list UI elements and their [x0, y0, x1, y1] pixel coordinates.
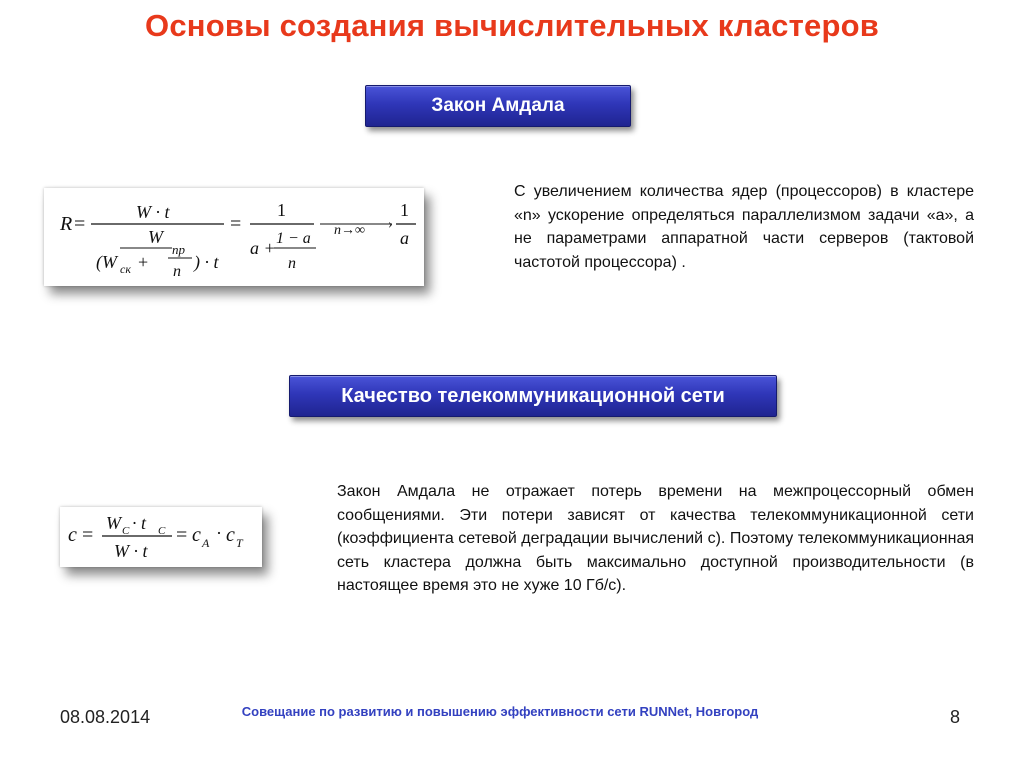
formula2-cT: c	[226, 524, 235, 546]
footer-event-title: Совещание по развитию и повышению эффективности сети RUNNet, Новгород	[241, 704, 759, 719]
formula2-cA: c	[192, 524, 201, 546]
formula-frac-n: n	[173, 263, 181, 280]
formula-c: c	[68, 524, 77, 546]
amdahl-law-banner: Закон Амдала	[365, 85, 631, 127]
formula2-eq-1: =	[82, 524, 94, 546]
formula-one: 1	[277, 200, 286, 220]
limit-arrow-icon: ›	[388, 217, 393, 232]
formula2-cT-sub: T	[236, 536, 243, 550]
formula-den-close: ) · t	[194, 252, 219, 272]
formula2-den: W · t	[114, 541, 148, 561]
network-description: Закон Амдала не отражает потерь времени на межпроцессорный обмен сообщениями. Эти потери зависят от качества телекоммуникационной сети (коэффициента сетевой деградации вычислений c). Поэтому телекоммуникационная сеть кластера должна быть максимально доступной производительности (в настоящее время это не хуже 10 Гб/с).	[337, 483, 974, 594]
network-quality-banner: Качество телекоммуникационной сети	[289, 375, 777, 417]
formula-eq-1: =	[74, 213, 86, 235]
amdahl-description: С увеличением количества ядер (процессоров) в кластере «n» ускорение определяться параллелизмом задачи «a», а не параметрами аппаратной части серверов (тактовой частотой процессора) .	[514, 183, 974, 271]
formula-lim-one: 1	[400, 200, 409, 220]
formula2-num-Wsub: C	[122, 525, 130, 537]
formula-num-wt: W · t	[136, 202, 170, 222]
formula-limit-label: n→∞	[334, 223, 365, 238]
formula2-dot: ·	[216, 523, 222, 543]
formula-den-a: a +	[250, 238, 276, 258]
formula-plus: +	[138, 252, 149, 272]
formula2-num-dot: · t	[132, 513, 147, 533]
formula-den-1ma: 1 − a	[276, 230, 311, 247]
formula-den-n: n	[288, 255, 296, 272]
formula-den-open: (W	[96, 252, 117, 272]
formula2-eq-2: =	[176, 524, 188, 546]
formula-den-W: W	[148, 227, 163, 247]
slide-title: Основы создания вычислительных кластеров	[145, 8, 879, 43]
formula-lim-a: a	[400, 228, 409, 248]
network-degradation-formula	[60, 507, 262, 567]
formula2-num-W: W	[106, 513, 121, 533]
formula-eq-2: =	[230, 213, 242, 235]
formula-frac-np: np	[172, 242, 185, 257]
page-number: 8	[950, 707, 961, 727]
formula2-cA-sub: A	[202, 536, 210, 550]
formula2-num-tsub: C	[158, 525, 166, 537]
amdahl-formula	[44, 188, 424, 286]
footer-date: 08.08.2014	[60, 707, 151, 727]
formula-den-sub: ск	[120, 262, 131, 276]
formula-R: R	[60, 213, 73, 235]
